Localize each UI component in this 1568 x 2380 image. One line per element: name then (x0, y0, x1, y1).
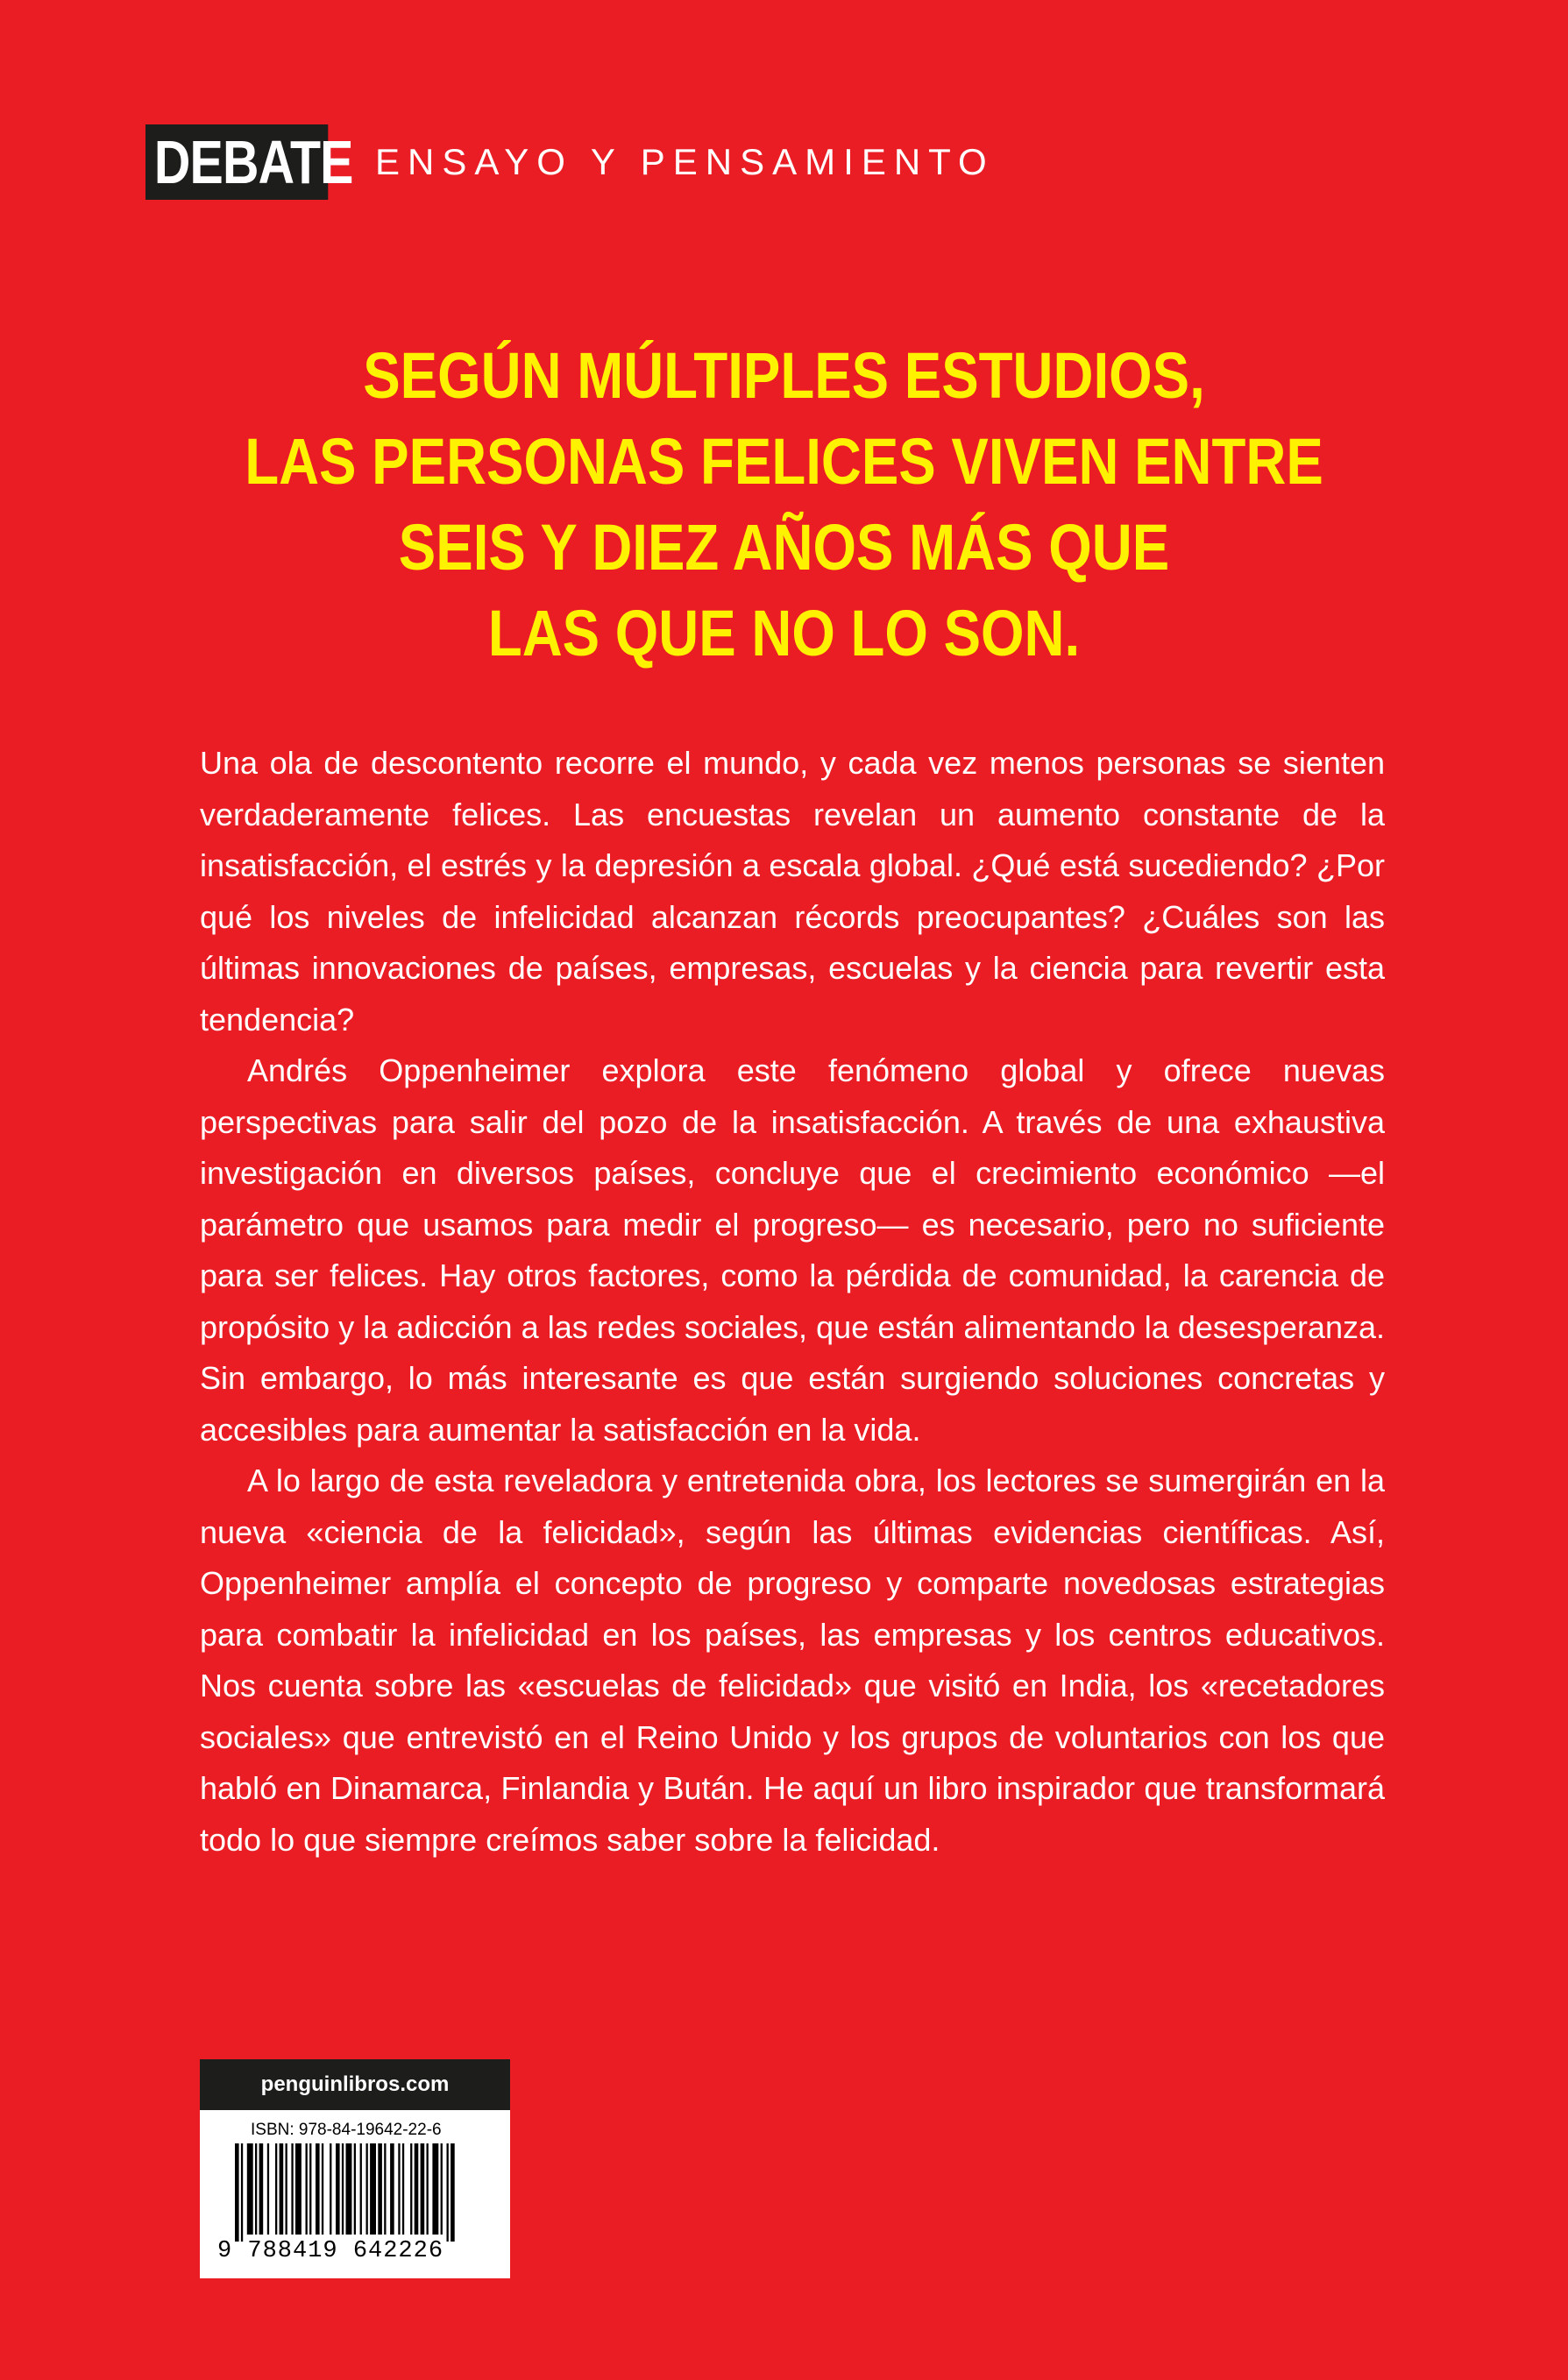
blurb-paragraph: A lo largo de esta reveladora y entretenida obra, los lectores se sumergirán en la nueva «ciencia de la felicidad», según las últimas evidencias científicas. Así, Oppenheimer amplía el concepto de progreso y comparte novedosas estrategias para combatir la infelicidad en los países, las empresas y los centros educativos. Nos cuenta sobre las «escuelas de felicidad» que visitó en India, los «recetadores sociales» que entrevistó en el Reino Unido y los grupos de voluntarios con los que habló en Dinamarca, Finlandia y Bután. He aquí un libro inspirador que transformará todo lo que siempre creímos saber sobre la felicidad. (200, 1463, 1385, 1858)
headline (0, 333, 1568, 676)
barcode-bar (398, 2143, 400, 2235)
headline-line: SEGÚN MÚLTIPLES ESTUDIOS, (363, 339, 1205, 412)
barcode-bar (410, 2143, 412, 2235)
isbn-label: ISBN: 978-84-19642-22-6 (251, 2121, 442, 2139)
barcode-bar (370, 2143, 376, 2235)
barcode-bar (402, 2143, 404, 2235)
barcode-bar (280, 2143, 284, 2235)
barcode-bar (360, 2143, 362, 2235)
barcode-bar (378, 2143, 382, 2235)
barcode-digits: 9 788419 642226 (217, 2238, 444, 2264)
barcode-bar (267, 2143, 269, 2235)
barcode-bar (432, 2143, 438, 2235)
barcode-bar (354, 2143, 356, 2235)
barcode-bar (336, 2143, 340, 2235)
barcode-bar (441, 2143, 443, 2235)
website-label: penguinlibros.com (200, 2059, 510, 2110)
barcode-bar (427, 2143, 429, 2235)
blurb-paragraph: Una ola de descontento recorre el mundo, y cada vez menos personas se sienten verdaderamente felices. Las encuestas revelan un aumento constante de la insatisfacción, el estrés y la depresión a escala global. ¿Qué está sucediendo? ¿Por qué los niveles de infelicidad alcanzan récords preocupantes? ¿Cuáles son las últimas innovaciones de países, empresas, escuelas y la ciencia para revertir esta tendencia? (200, 745, 1385, 1038)
barcode-bar (247, 2143, 253, 2235)
barcode-bar (384, 2143, 386, 2235)
barcode-bar (316, 2143, 320, 2235)
collection-name: ENSAYO Y PENSAMIENTO (375, 141, 995, 182)
barcode-bar (322, 2143, 323, 2235)
barcode-bar (255, 2143, 257, 2235)
barcode-bar (451, 2143, 455, 2242)
blurb-paragraph: Andrés Oppenheimer explora este fenómeno global y ofrece nuevas perspectivas para salir del pozo de la insatisfacción. A través de una exhaustiva investigación en diversos países, concluye que el crecimiento económico —el parámetro que usamos para medir el progreso— es necesario, pero no suficiente para ser felices. Hay otros factores, como la pérdida de comunidad, la carencia de propósito y la adicción a las redes sociales, que están alimentando la desesperanza. Sin embargo, lo más interesante es que están surgiendo soluciones concretas y accesibles para aumentar la satisfacción en la vida. (200, 1052, 1385, 1448)
headline-line: LAS QUE NO LO SON. (487, 597, 1081, 669)
barcode-bar (447, 2143, 449, 2242)
barcode-bar (235, 2143, 239, 2242)
barcode-bar (415, 2143, 419, 2235)
blurb (200, 738, 1385, 1866)
barcode-bar (390, 2143, 394, 2235)
barcode-bar (366, 2143, 368, 2235)
barcode-bar (295, 2143, 302, 2235)
barcode-bar (259, 2143, 264, 2235)
barcode-bar (346, 2143, 352, 2235)
barcode-bar (306, 2143, 308, 2235)
barcode-bar (421, 2143, 425, 2235)
headline-line: SEIS Y DIEZ AÑOS MÁS QUE (398, 511, 1170, 584)
barcode-bar (275, 2143, 277, 2235)
barcode-bar (291, 2143, 293, 2235)
headline-line: LAS PERSONAS FELICES VIVEN ENTRE (245, 425, 1323, 498)
barcode-bar (241, 2143, 243, 2242)
barcode-bar (286, 2143, 287, 2235)
barcode-box (200, 2059, 510, 2278)
publisher-logo: DEBATE (145, 124, 328, 200)
barcode-bar (342, 2143, 344, 2235)
barcode-icon (235, 2143, 484, 2242)
barcode-bar (309, 2143, 311, 2235)
series-header (145, 124, 995, 200)
barcode-bar (330, 2143, 331, 2235)
